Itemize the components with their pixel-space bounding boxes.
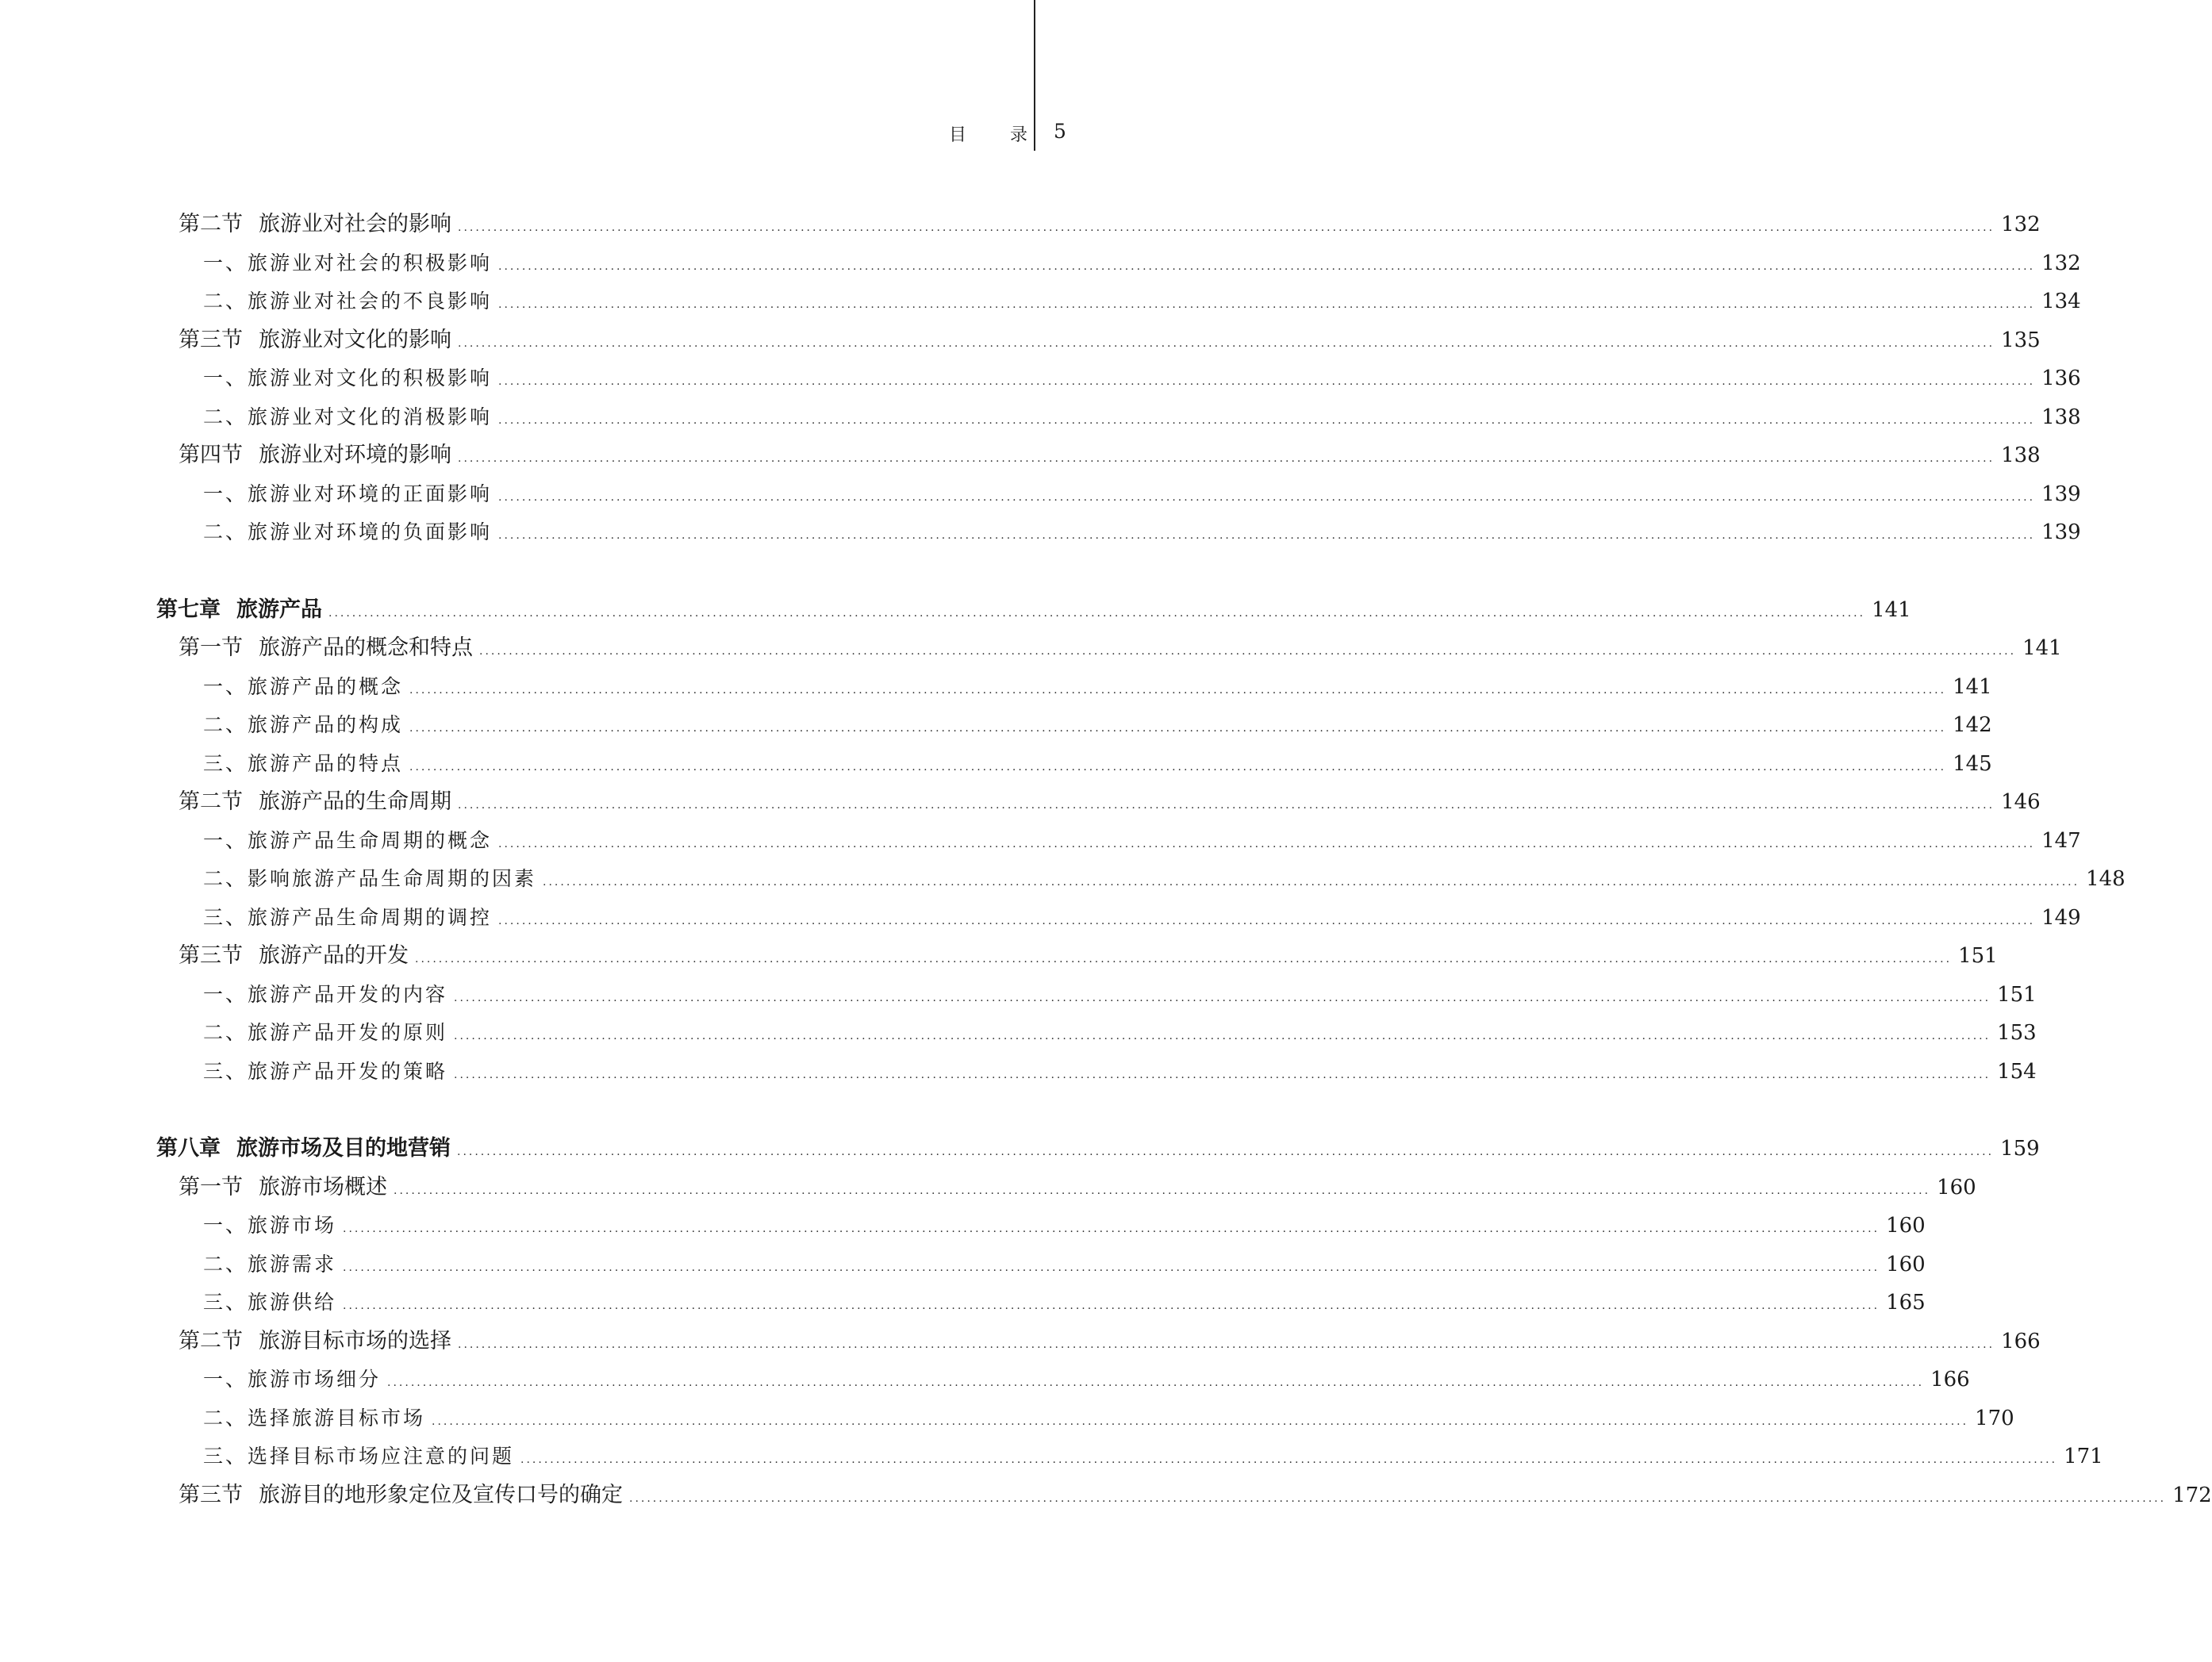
dot-leader: .................................................................................................................................................................................................................................................................... — [394, 1184, 1931, 1197]
toc-entry-title: 二、旅游业对社会的不良影响 — [203, 290, 493, 313]
dot-leader: .................................................................................................................................................................................................................................................................... — [454, 991, 1991, 1004]
toc-item-entry — [203, 1287, 1926, 1318]
toc-entry-number: 第四节 — [179, 443, 243, 467]
toc-entry-page: 151 — [1997, 982, 2037, 1007]
toc-entry-label — [203, 1210, 336, 1242]
toc-item-entry — [203, 248, 2081, 279]
toc-entry-title: 一、旅游业对文化的积极影响 — [203, 367, 493, 390]
dot-leader: .................................................................................................................................................................................................................................................................... — [387, 1376, 1925, 1389]
toc-entry-label — [179, 324, 451, 356]
dot-leader: .................................................................................................................................................................................................................................................................... — [432, 1414, 1969, 1428]
dot-leader: .................................................................................................................................................................................................................................................................... — [343, 1261, 1880, 1274]
toc-entry-page: 141 — [2022, 636, 2062, 660]
toc-section-entry — [179, 324, 2041, 356]
dot-leader: .................................................................................................................................................................................................................................................................... — [498, 259, 2036, 273]
dot-leader: .................................................................................................................................................................................................................................................................... — [409, 683, 1947, 697]
toc-entry-page: 160 — [1937, 1175, 1976, 1199]
dot-leader: .................................................................................................................................................................................................................................................................... — [629, 1491, 2167, 1505]
toc-entry-number: 第三节 — [179, 1482, 243, 1507]
toc-entry-page: 154 — [1997, 1059, 2037, 1084]
toc-entry-title: 二、旅游产品开发的原则 — [203, 1021, 448, 1044]
toc-item-entry — [203, 671, 1992, 703]
toc-entry-title: 二、旅游业对环境的负面影响 — [203, 520, 493, 543]
toc-entry-page: 165 — [1886, 1291, 1926, 1315]
toc-item-entry — [203, 1403, 2014, 1434]
toc-entry-title: 旅游产品的概念和特点 — [259, 635, 473, 660]
toc-entry-title: 旅游市场及目的地营销 — [236, 1136, 451, 1161]
toc-entry-number: 第二节 — [179, 212, 243, 236]
toc-entry-label — [203, 1364, 381, 1395]
toc-entry-title: 一、旅游市场 — [203, 1214, 337, 1237]
toc-section-entry — [179, 1326, 2041, 1357]
toc-entry-label — [203, 1017, 447, 1049]
toc-item-entry — [203, 825, 2081, 857]
toc-entry-label — [179, 786, 451, 818]
toc-entry-page: 139 — [2041, 482, 2081, 506]
toc-entry-number: 第三节 — [179, 327, 243, 352]
dot-leader: .................................................................................................................................................................................................................................................................... — [543, 876, 2080, 889]
toc-entry-number: 第一节 — [179, 1174, 243, 1199]
dot-leader: .................................................................................................................................................................................................................................................................... — [458, 452, 1995, 465]
toc-entry-title: 三、旅游产品的特点 — [203, 751, 404, 775]
toc-entry-page: 147 — [2041, 828, 2081, 853]
toc-entry-label — [179, 1172, 387, 1203]
page-number: 5 — [1054, 120, 1066, 143]
toc-entry-title: 旅游目标市场的选择 — [259, 1328, 451, 1353]
toc-entry-number: 第二节 — [179, 789, 243, 814]
toc-entry-page: 149 — [2041, 905, 2081, 930]
running-header-label: 目 录 — [949, 125, 1046, 145]
toc-item-entry — [203, 1056, 2037, 1088]
toc-entry-title: 一、旅游业对环境的正面影响 — [203, 482, 493, 505]
toc-section-entry — [179, 439, 2041, 471]
toc-entry-title: 旅游业对文化的影响 — [259, 327, 451, 352]
toc-entry-title: 一、旅游业对社会的积极影响 — [203, 251, 493, 274]
toc-entry-label — [203, 709, 403, 741]
toc-entry-title: 旅游业对社会的影响 — [259, 212, 451, 236]
toc-entry-number: 第七章 — [156, 597, 221, 622]
dot-leader: .................................................................................................................................................................................................................................................................... — [458, 1338, 1995, 1351]
toc-entry-title: 一、旅游市场细分 — [203, 1368, 382, 1391]
dot-leader: .................................................................................................................................................................................................................................................................... — [458, 336, 1995, 350]
toc-entry-title: 旅游目的地形象定位及宣传口号的确定 — [259, 1482, 623, 1507]
toc-entry-title: 旅游产品的开发 — [259, 943, 409, 968]
toc-entry-page: 170 — [1975, 1406, 2014, 1430]
toc-entry-page: 172 — [2172, 1483, 2212, 1507]
toc-entry-title: 旅游产品的生命周期 — [259, 789, 451, 814]
toc-entry-label — [203, 478, 492, 510]
toc-entry-page: 132 — [2041, 251, 2081, 275]
toc-entry-label — [179, 940, 409, 972]
toc-entry-page: 145 — [1953, 751, 1992, 776]
dot-leader: .................................................................................................................................................................................................................................................................... — [454, 1030, 1991, 1042]
toc-entry-label — [203, 363, 492, 394]
toc-entry-title: 一、旅游产品开发的内容 — [203, 982, 448, 1006]
toc-entry-page: 138 — [2041, 405, 2081, 429]
toc-entry-page: 171 — [2064, 1445, 2103, 1468]
dot-leader: .................................................................................................................................................................................................................................................................... — [409, 760, 1947, 773]
toc-item-entry — [203, 363, 2081, 394]
toc-item-entry — [203, 748, 1992, 780]
toc-entry-page: 132 — [2001, 213, 2041, 236]
toc-item-entry — [203, 286, 2081, 317]
toc-entry-title: 旅游产品 — [236, 597, 322, 622]
toc-item-entry — [203, 902, 2081, 934]
toc-entry-page: 146 — [2001, 790, 2041, 814]
toc-entry-title: 二、旅游业对文化的消极影响 — [203, 405, 493, 428]
toc-entry-label — [156, 594, 322, 626]
toc-entry-number: 第二节 — [179, 1328, 243, 1353]
toc-section-entry — [179, 940, 1998, 972]
toc-entry-label — [179, 209, 451, 240]
toc-section-entry — [179, 632, 2062, 664]
toc-entry-title: 旅游市场概述 — [259, 1174, 387, 1199]
toc-item-entry — [203, 516, 2081, 548]
toc-entry-label — [203, 1441, 514, 1472]
toc-entry-page: 139 — [2041, 520, 2081, 544]
toc-entry-label — [179, 1326, 451, 1357]
toc-item-entry — [203, 1249, 1926, 1280]
toc-entry-label — [203, 286, 492, 317]
dot-leader: .................................................................................................................................................................................................................................................................... — [458, 221, 1995, 234]
toc-entry-title: 三、旅游供给 — [203, 1291, 337, 1314]
toc-entry-number: 第三节 — [179, 943, 243, 968]
toc-item-entry — [203, 478, 2081, 510]
toc-item-entry — [203, 1017, 2037, 1049]
dot-leader: .................................................................................................................................................................................................................................................................... — [415, 953, 1953, 965]
dot-leader: .................................................................................................................................................................................................................................................................... — [409, 722, 1947, 735]
dot-leader: .................................................................................................................................................................................................................................................................... — [343, 1299, 1880, 1312]
toc-item-entry — [203, 863, 2126, 895]
toc-entry-label — [203, 863, 536, 895]
toc-entry-label — [179, 439, 451, 471]
toc-item-entry — [203, 1364, 1970, 1395]
toc-entry-page: 134 — [2041, 290, 2081, 313]
toc-entry-title: 二、选择旅游目标市场 — [203, 1406, 426, 1430]
toc-chapter-entry — [156, 1133, 2040, 1165]
toc-item-entry — [203, 979, 2037, 1011]
toc-entry-title: 二、影响旅游产品生命周期的因素 — [203, 867, 537, 890]
toc-entry-label — [203, 748, 403, 780]
dot-leader: .................................................................................................................................................................................................................................................................... — [457, 1146, 1995, 1158]
toc-entry-title: 二、旅游需求 — [203, 1252, 337, 1276]
toc-entry-label — [179, 1480, 623, 1511]
toc-entry-number: 第八章 — [156, 1136, 221, 1161]
dot-leader: .................................................................................................................................................................................................................................................................... — [343, 1223, 1880, 1235]
dot-leader: .................................................................................................................................................................................................................................................................... — [498, 529, 2036, 542]
toc-entry-label — [203, 1403, 425, 1434]
toc-entry-label — [203, 902, 492, 934]
toc-entry-title: 旅游业对环境的影响 — [259, 443, 451, 467]
toc-entry-label — [203, 516, 492, 548]
dot-leader: .................................................................................................................................................................................................................................................................... — [498, 490, 2036, 504]
toc-entry-title: 一、旅游产品的概念 — [203, 674, 404, 698]
dot-leader: .................................................................................................................................................................................................................................................................... — [498, 413, 2036, 427]
toc-chapter-entry — [156, 594, 1911, 626]
toc-entry-label — [203, 248, 492, 279]
toc-entry-label — [203, 401, 492, 433]
toc-entry-page: 135 — [2001, 328, 2041, 352]
dot-leader: .................................................................................................................................................................................................................................................................... — [498, 298, 2036, 311]
dot-leader: .................................................................................................................................................................................................................................................................... — [498, 837, 2036, 850]
toc-entry-page: 138 — [2001, 443, 2041, 467]
toc-entry-label — [203, 825, 492, 857]
toc-item-entry — [203, 709, 1992, 741]
dot-leader: .................................................................................................................................................................................................................................................................... — [454, 1068, 1991, 1081]
toc-entry-label — [156, 1133, 451, 1165]
toc-entry-page: 160 — [1886, 1214, 1926, 1238]
toc-entry-title: 三、选择目标市场应注意的问题 — [203, 1445, 515, 1468]
toc-section-entry — [179, 1480, 2212, 1511]
dot-leader: .................................................................................................................................................................................................................................................................... — [498, 914, 2036, 927]
toc-entry-page: 160 — [1886, 1252, 1926, 1276]
toc-section-entry — [179, 1172, 1976, 1203]
toc-entry-title: 二、旅游产品的构成 — [203, 713, 404, 736]
toc-entry-page: 148 — [2086, 867, 2126, 891]
dot-leader: .................................................................................................................................................................................................................................................................... — [520, 1453, 2058, 1466]
dot-leader: .................................................................................................................................................................................................................................................................... — [498, 375, 2036, 388]
toc-entry-page: 151 — [1958, 944, 1998, 968]
toc-entry-title: 一、旅游产品生命周期的概念 — [203, 828, 493, 852]
toc-entry-page: 166 — [2001, 1329, 2041, 1353]
toc-entry-title: 三、旅游产品生命周期的调控 — [203, 905, 493, 929]
dot-leader: .................................................................................................................................................................................................................................................................... — [479, 645, 2017, 658]
toc-entry-page: 166 — [1930, 1368, 1970, 1391]
toc-item-entry — [203, 1441, 2103, 1472]
toc-item-entry — [203, 401, 2081, 433]
toc-entry-label — [203, 1056, 447, 1088]
toc-entry-label — [203, 671, 403, 703]
toc-entry-page: 141 — [1872, 597, 1911, 622]
toc-entry-label — [203, 1287, 336, 1318]
toc-item-entry — [203, 1210, 1926, 1242]
toc-entry-page: 142 — [1953, 713, 1992, 737]
toc-entry-page: 159 — [2000, 1137, 2040, 1161]
toc-entry-page: 136 — [2041, 367, 2081, 390]
toc-entry-label — [203, 1249, 336, 1280]
toc-entry-label — [179, 632, 473, 664]
toc-section-entry — [179, 209, 2041, 240]
toc-entry-title: 三、旅游产品开发的策略 — [203, 1059, 448, 1083]
toc-entry-number: 第一节 — [179, 635, 243, 660]
dot-leader: .................................................................................................................................................................................................................................................................... — [458, 799, 1995, 812]
dot-leader: .................................................................................................................................................................................................................................................................... — [328, 606, 1866, 620]
toc-entry-page: 141 — [1953, 674, 1992, 699]
toc-section-entry — [179, 786, 2041, 818]
toc-entry-label — [203, 979, 447, 1011]
toc-entry-page: 153 — [1997, 1021, 2037, 1045]
